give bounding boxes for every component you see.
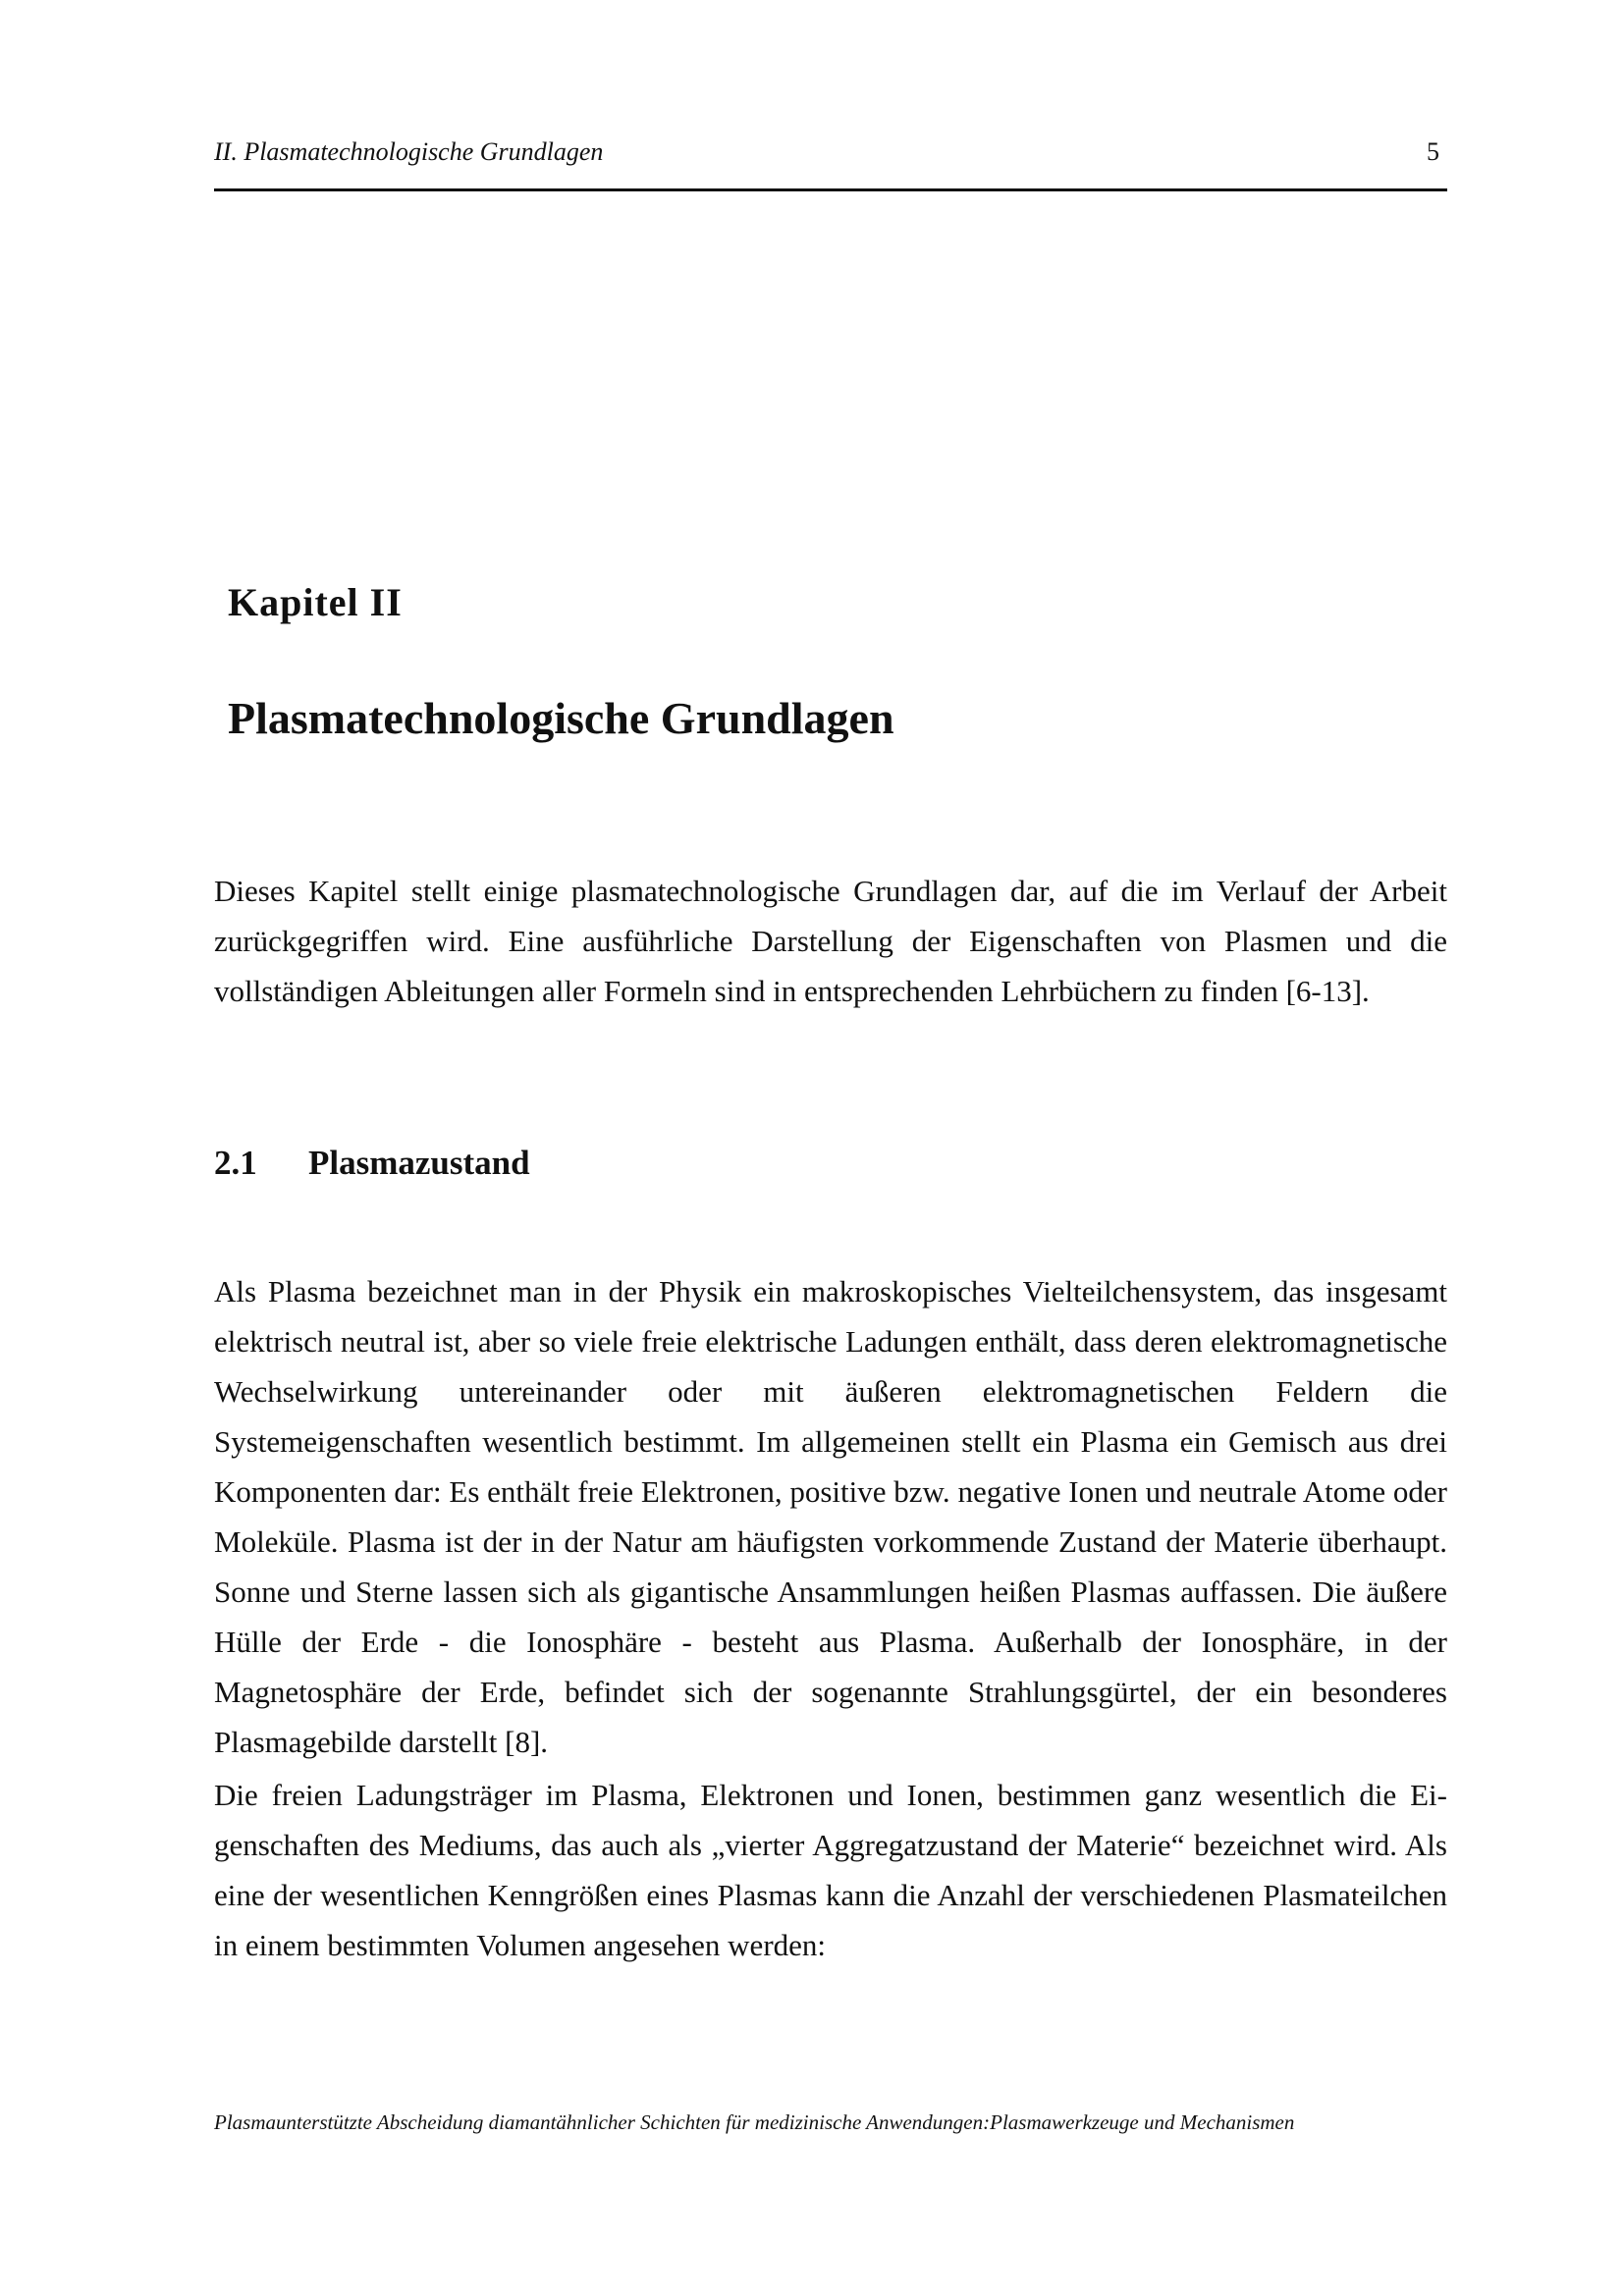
running-header-title: II. Plasmatechnologische Grundlagen bbox=[214, 137, 604, 166]
section-heading bbox=[214, 1144, 530, 1183]
chapter-title: Plasmatechnologische Grundlagen bbox=[228, 693, 894, 743]
body-paragraph-1: Als Plasma bezeichnet man in der Physik ein makroskopisches Vielteilchensystem, das insgesamt elektrisch neutral ist, aber so viele freie elektrische Ladungen enthält, dass deren elektromagnetische Wechselwirkung untereinander oder mit äußeren elektromagnetischen Feldern die Systemeigenschaften wesentlich bestimmt. Im allgemeinen stellt ein Plasma ein Gemisch aus drei Komponenten dar: Es enthält freie Elektronen, positive bzw. negative Ionen und neutrale Atome oder Moleküle. Plasma ist der in der Natur am häufigsten vorkommende Zustand der Materie überhaupt. Sonne und Sterne lassen sich als gigantische Ansammlungen heißen Plasmas auffassen. Die äußere Hülle der Erde - die Ionosphäre - besteht aus Plasma. Außerhalb der Ionosphäre, in der Magnetosphäre der Erde, befindet sich der sogenannte Strahlungsgürtel, der ein besonderes Plasmagebilde darstellt [8]. bbox=[214, 1274, 1447, 1759]
intro-paragraph: Dieses Kapitel stellt einige plasmatechnologische Grundlagen dar, auf die im Verlauf der Arbeit zurückgegriffen wird. Eine ausführliche Darstellung der Eigenschaften von Plasmen und die vollständigen Ableitungen aller Formeln sind in entsprechenden Lehrbüchern zu finden [6-13]. bbox=[214, 874, 1447, 1008]
chapter-label: Kapitel II bbox=[228, 580, 403, 624]
section-title: Plasmazustand bbox=[308, 1144, 530, 1182]
header-rule bbox=[214, 188, 1447, 191]
page-footer: Plasmaunterstützte Abscheidung diamantähnlicher Schichten für medizinische Anwendungen:Plasmawerkzeuge und Mechanismen bbox=[214, 2110, 1295, 2134]
section-number: 2.1 bbox=[214, 1144, 257, 1182]
body-paragraph-2: Die freien Ladungsträger im Plasma, Elektronen und Ionen, bestimmen ganz wesentlich die Eigenschaften des Mediums, das auch als „vierter Aggregatzustand der Materie“ bezeichnet wird. Als eine der wesentlichen Kenngrößen eines Plasmas kann die Anzahl der verschiedenen Plasmateilchen in einem bestimmten Volumen angesehen werden: bbox=[214, 1778, 1447, 1962]
page-number: 5 bbox=[1427, 137, 1439, 166]
running-header bbox=[214, 135, 1447, 175]
